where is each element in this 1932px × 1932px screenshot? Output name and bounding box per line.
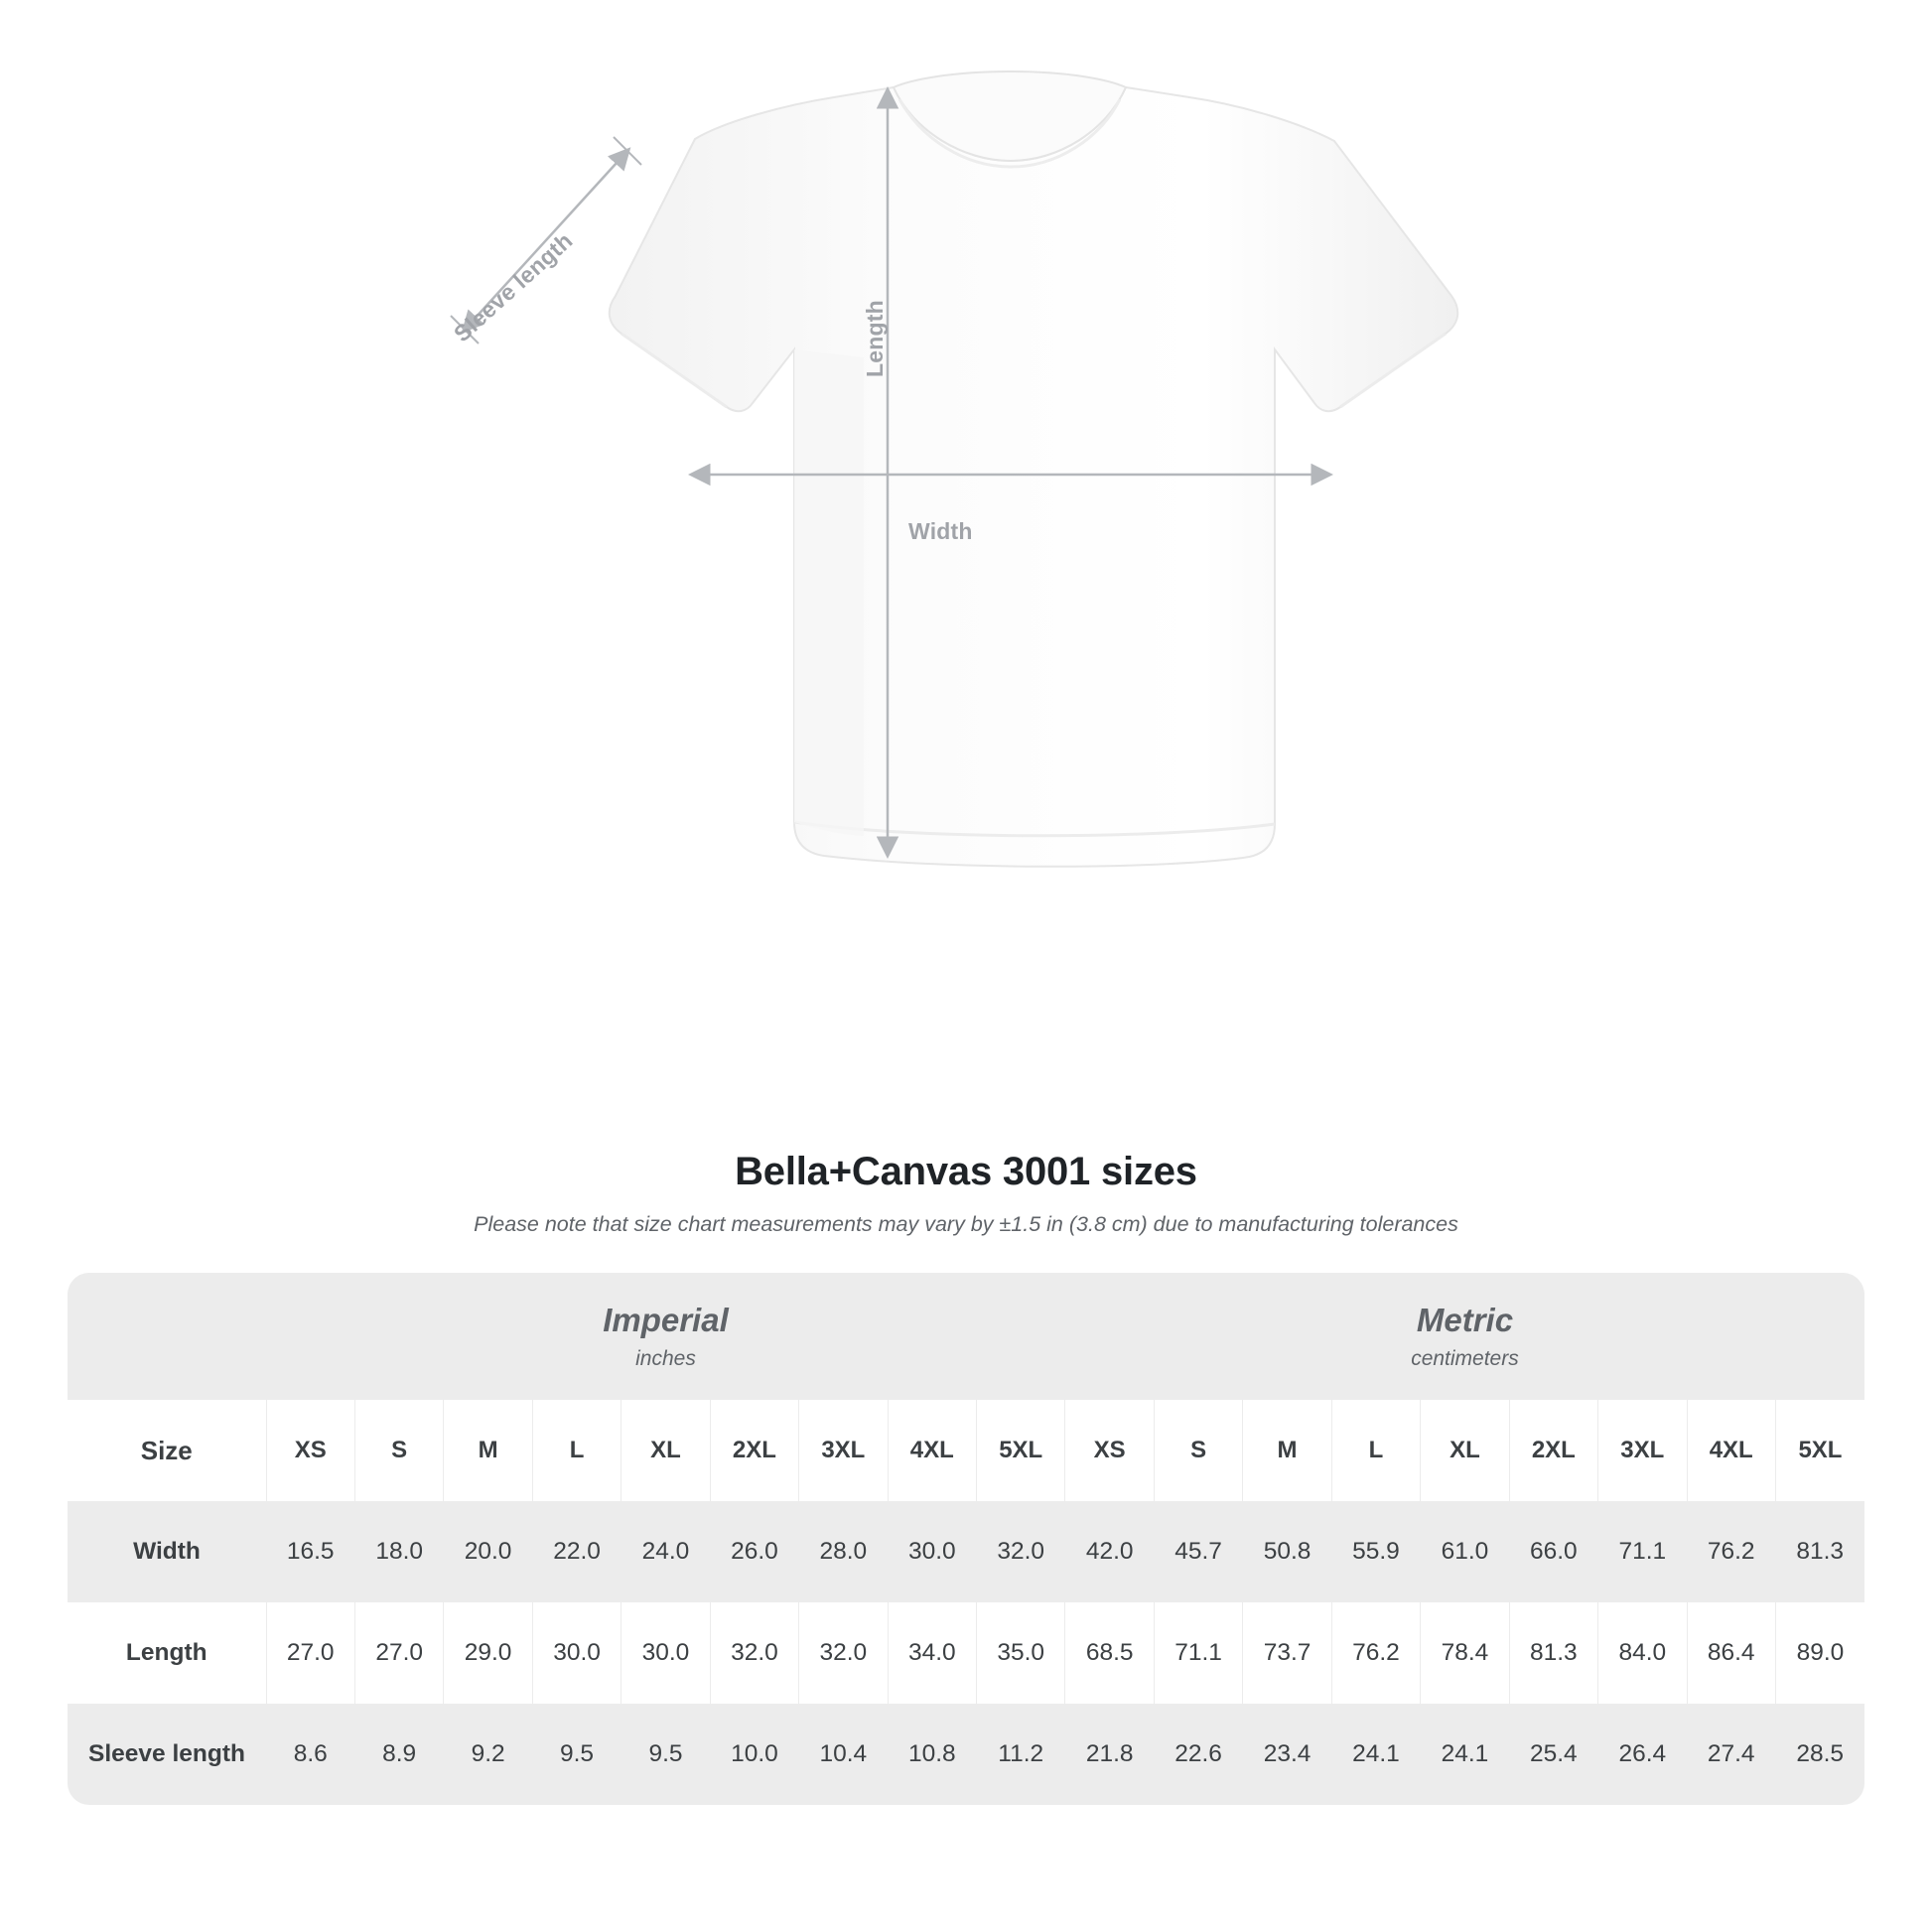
measurement-cell: 9.2 bbox=[444, 1704, 532, 1805]
measurement-cell: 26.4 bbox=[1598, 1704, 1687, 1805]
length-dimension-label: Length bbox=[862, 300, 888, 377]
measurement-cell: 32.0 bbox=[710, 1602, 798, 1704]
measurement-cell: 73.7 bbox=[1243, 1602, 1331, 1704]
measurement-cell: 84.0 bbox=[1598, 1602, 1687, 1704]
size-table-wrapper bbox=[68, 1273, 1864, 1805]
size-header-cell: XS bbox=[266, 1400, 354, 1501]
measurement-cell: 50.8 bbox=[1243, 1501, 1331, 1602]
measurement-cell: 23.4 bbox=[1243, 1704, 1331, 1805]
size-header-cell: XL bbox=[621, 1400, 710, 1501]
measurement-cell: 86.4 bbox=[1687, 1602, 1775, 1704]
table-row bbox=[68, 1704, 1864, 1805]
page-title: Bella+Canvas 3001 sizes bbox=[735, 1150, 1197, 1193]
size-header-cell: 5XL bbox=[1775, 1400, 1864, 1501]
size-header-cell: XS bbox=[1065, 1400, 1154, 1501]
measurement-cell: 30.0 bbox=[621, 1602, 710, 1704]
size-header-cell: 4XL bbox=[1687, 1400, 1775, 1501]
measurement-cell: 10.4 bbox=[799, 1704, 888, 1805]
unit-name: Metric bbox=[1416, 1302, 1514, 1338]
measurement-cell: 68.5 bbox=[1065, 1602, 1154, 1704]
measurement-cell: 71.1 bbox=[1154, 1602, 1242, 1704]
size-table bbox=[68, 1273, 1864, 1805]
title-block bbox=[0, 1150, 1932, 1237]
measurement-cell: 61.0 bbox=[1421, 1501, 1509, 1602]
measurement-cell: 81.3 bbox=[1775, 1501, 1864, 1602]
measurement-cell: 16.5 bbox=[266, 1501, 354, 1602]
unit-header-imperial bbox=[266, 1273, 1065, 1400]
row-header-length: Length bbox=[68, 1602, 266, 1704]
measurement-cell: 20.0 bbox=[444, 1501, 532, 1602]
measurement-cell: 34.0 bbox=[888, 1602, 976, 1704]
measurement-cell: 11.2 bbox=[977, 1704, 1065, 1805]
size-header-cell: 4XL bbox=[888, 1400, 976, 1501]
row-header-width: Width bbox=[68, 1501, 266, 1602]
tshirt-svg bbox=[397, 69, 1489, 1052]
measurement-cell: 8.6 bbox=[266, 1704, 354, 1805]
measurement-cell: 10.0 bbox=[710, 1704, 798, 1805]
measurement-cell: 89.0 bbox=[1775, 1602, 1864, 1704]
measurement-cell: 30.0 bbox=[888, 1501, 976, 1602]
measurement-cell: 55.9 bbox=[1331, 1501, 1420, 1602]
size-header-cell: 3XL bbox=[799, 1400, 888, 1501]
size-header-cell: M bbox=[444, 1400, 532, 1501]
table-row bbox=[68, 1501, 1864, 1602]
tolerance-note: Please note that size chart measurements may vary by ±1.5 in (3.8 cm) due to manufacturing tolerances bbox=[474, 1212, 1458, 1236]
measurement-cell: 29.0 bbox=[444, 1602, 532, 1704]
unit-subtitle: inches bbox=[635, 1347, 696, 1370]
size-column-header: Size bbox=[68, 1400, 266, 1501]
table-row bbox=[68, 1602, 1864, 1704]
measurement-cell: 24.1 bbox=[1421, 1704, 1509, 1805]
measurement-cell: 26.0 bbox=[710, 1501, 798, 1602]
size-header-cell: XL bbox=[1421, 1400, 1509, 1501]
measurement-cell: 66.0 bbox=[1509, 1501, 1597, 1602]
measurement-cell: 27.0 bbox=[266, 1602, 354, 1704]
measurement-cell: 30.0 bbox=[532, 1602, 621, 1704]
size-header-row bbox=[68, 1400, 1864, 1501]
unit-row-spacer bbox=[68, 1273, 266, 1400]
measurement-cell: 10.8 bbox=[888, 1704, 976, 1805]
size-header-cell: L bbox=[1331, 1400, 1420, 1501]
measurement-cell: 71.1 bbox=[1598, 1501, 1687, 1602]
measurement-cell: 28.5 bbox=[1775, 1704, 1864, 1805]
size-header-cell: S bbox=[354, 1400, 443, 1501]
size-header-cell: 2XL bbox=[1509, 1400, 1597, 1501]
measurement-cell: 78.4 bbox=[1421, 1602, 1509, 1704]
measurement-cell: 24.1 bbox=[1331, 1704, 1420, 1805]
size-header-cell: M bbox=[1243, 1400, 1331, 1501]
unit-header-row bbox=[68, 1273, 1864, 1400]
size-header-cell: 3XL bbox=[1598, 1400, 1687, 1501]
measurement-cell: 8.9 bbox=[354, 1704, 443, 1805]
unit-name: Imperial bbox=[603, 1302, 729, 1338]
measurement-cell: 45.7 bbox=[1154, 1501, 1242, 1602]
measurement-cell: 21.8 bbox=[1065, 1704, 1154, 1805]
measurement-cell: 76.2 bbox=[1331, 1602, 1420, 1704]
measurement-cell: 32.0 bbox=[799, 1602, 888, 1704]
measurement-cell: 22.0 bbox=[532, 1501, 621, 1602]
width-dimension-label: Width bbox=[908, 518, 973, 544]
measurement-cell: 42.0 bbox=[1065, 1501, 1154, 1602]
measurement-cell: 22.6 bbox=[1154, 1704, 1242, 1805]
measurement-cell: 9.5 bbox=[621, 1704, 710, 1805]
row-header-sleeve-length: Sleeve length bbox=[68, 1704, 266, 1805]
measurement-cell: 27.0 bbox=[354, 1602, 443, 1704]
measurement-cell: 9.5 bbox=[532, 1704, 621, 1805]
size-header-cell: L bbox=[532, 1400, 621, 1501]
unit-subtitle: centimeters bbox=[1411, 1347, 1519, 1370]
size-header-cell: 2XL bbox=[710, 1400, 798, 1501]
unit-header-metric bbox=[1065, 1273, 1864, 1400]
measurement-cell: 18.0 bbox=[354, 1501, 443, 1602]
tshirt-image bbox=[397, 69, 1489, 1052]
measurement-cell: 28.0 bbox=[799, 1501, 888, 1602]
measurement-cell: 25.4 bbox=[1509, 1704, 1597, 1805]
measurement-cell: 81.3 bbox=[1509, 1602, 1597, 1704]
size-header-cell: 5XL bbox=[977, 1400, 1065, 1501]
size-header-cell: S bbox=[1154, 1400, 1242, 1501]
measurement-cell: 35.0 bbox=[977, 1602, 1065, 1704]
measurement-cell: 32.0 bbox=[977, 1501, 1065, 1602]
measurement-cell: 24.0 bbox=[621, 1501, 710, 1602]
measurement-cell: 76.2 bbox=[1687, 1501, 1775, 1602]
measurement-cell: 27.4 bbox=[1687, 1704, 1775, 1805]
sleeve-length-dimension-label: Sleeve length bbox=[449, 227, 578, 347]
